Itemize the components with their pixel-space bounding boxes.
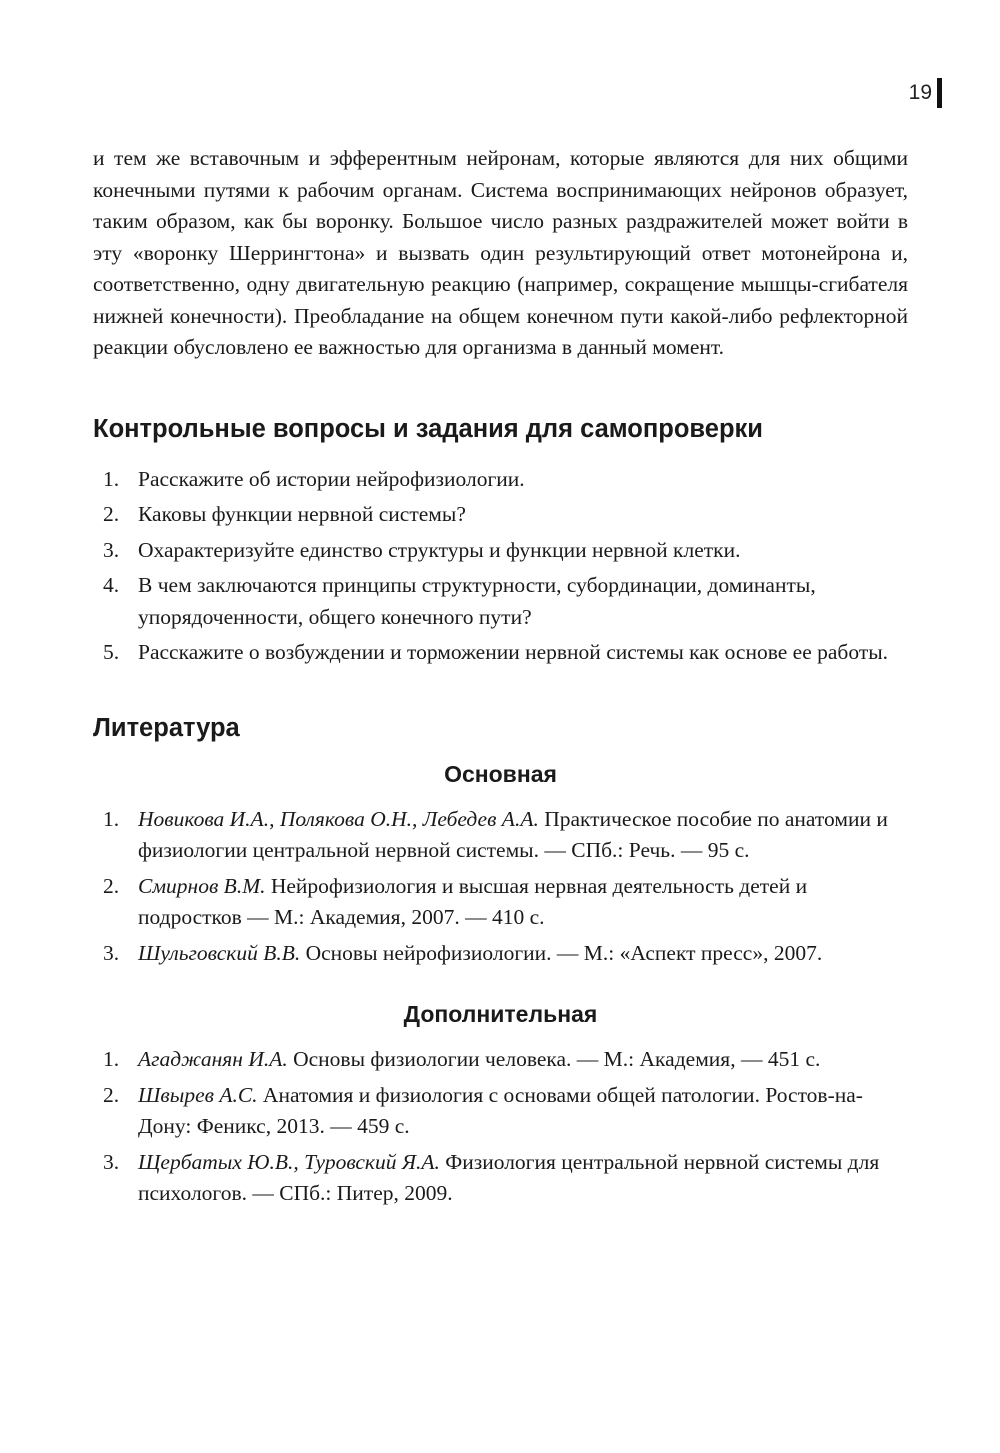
page-number-text: 19 bbox=[908, 81, 932, 104]
reference-item bbox=[93, 804, 908, 867]
reference-author: Шульговский В.В. bbox=[138, 940, 301, 965]
reference-text: Основы нейрофизиологии. — М.: «Аспект пресс», 2007. bbox=[305, 940, 823, 965]
item-number: 1. bbox=[103, 466, 120, 491]
reference-author: Смирнов В.М. bbox=[138, 873, 266, 898]
item-text: Расскажите об истории нейрофизиологии. bbox=[138, 466, 525, 491]
intro-paragraph: и тем же вставочным и эфферентным нейронам, которые являются для них общими конечными путями к рабочим органам. Система воспринимающих нейронов образует, таким образом, как бы воронку. Большое число разных раздражителей может войти в эту «воронку Шеррингтона» и вызвать один результирующий ответ мотонейрона и, соответственно, одну двигательную реакцию (например, сокращение мышцы-сгибателя нижней конечности). Преобладание на общем конечном пути какой-либо рефлекторной реакции обусловлено ее важностью для организма в данный момент. bbox=[93, 146, 908, 359]
reference-text: Нейрофизиология и высшая нервная деятельность детей и подростков — М.: Академия, 2007. — 410 с. bbox=[138, 873, 808, 929]
item-text: Охарактеризуйте единство структуры и функции нервной клетки. bbox=[138, 537, 741, 562]
reference-item bbox=[93, 1080, 908, 1143]
reference-item bbox=[93, 1044, 908, 1076]
reference-item bbox=[93, 1147, 908, 1210]
item-text: Расскажите о возбуждении и торможении нервной системы как основе ее работы. bbox=[138, 640, 889, 664]
list-item bbox=[93, 570, 908, 633]
item-number: 3. bbox=[103, 537, 120, 562]
main-literature-heading: Основная bbox=[444, 760, 557, 787]
item-number: 4. bbox=[103, 573, 120, 597]
reference-text: Основы физиологии человека. — М.: Академия, — 451 с. bbox=[293, 1047, 821, 1071]
item-number: 1. bbox=[103, 806, 120, 831]
item-number: 3. bbox=[103, 1149, 120, 1174]
item-number: 2. bbox=[103, 1082, 120, 1107]
reference-text: Физиология центральной нервной системы для психологов. — СПб.: Питер, 2009. bbox=[138, 1149, 880, 1205]
questions-list bbox=[93, 464, 908, 669]
additional-literature-list bbox=[93, 1044, 908, 1210]
list-item bbox=[93, 464, 908, 496]
literature-heading: Литература bbox=[93, 713, 240, 742]
reference-author: Швырев А.С. bbox=[138, 1082, 258, 1107]
reference-author: Щербатых Ю.В., Туровский Я.А. bbox=[138, 1149, 440, 1174]
item-number: 1. bbox=[103, 1047, 120, 1071]
page-number bbox=[909, 78, 942, 108]
page-marker-bar bbox=[937, 78, 942, 108]
additional-literature-heading: Дополнительная bbox=[403, 1001, 598, 1027]
reference-author: Новикова И.А., Полякова О.Н., Лебедев А.А. bbox=[138, 806, 539, 831]
item-number: 2. bbox=[103, 502, 120, 526]
reference-item bbox=[93, 938, 908, 970]
reference-text: Анатомия и физиология с основами общей патологии. Ростов-на-Дону: Феникс, 2013. — 459 с. bbox=[138, 1082, 863, 1138]
questions-heading: Контрольные вопросы и задания для самопроверки bbox=[93, 414, 763, 443]
list-item bbox=[93, 535, 908, 567]
reference-author: Агаджанян И.А. bbox=[138, 1047, 288, 1071]
item-number: 3. bbox=[103, 940, 120, 965]
item-text: Каковы функции нервной системы? bbox=[138, 502, 466, 526]
reference-text: Практическое пособие по анатомии и физиологии центральной нервной системы. — СПб.: Речь. — 95 с. bbox=[138, 806, 888, 862]
list-item bbox=[93, 637, 908, 669]
reference-item bbox=[93, 871, 908, 934]
page-content bbox=[93, 143, 908, 1214]
item-text: В чем заключаются принципы структурности, субординации, доминанты, упорядоченности, общего конечного пути? bbox=[138, 573, 816, 629]
list-item bbox=[93, 499, 908, 531]
main-literature-list bbox=[93, 804, 908, 970]
item-number: 2. bbox=[103, 873, 120, 898]
item-number: 5. bbox=[103, 640, 120, 664]
